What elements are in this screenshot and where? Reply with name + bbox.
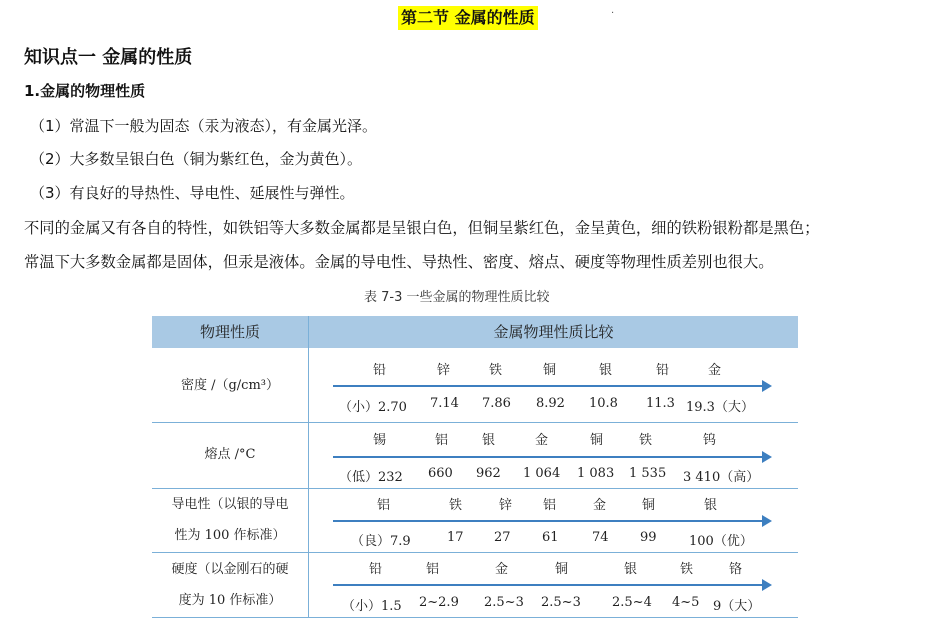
metal-label: 铅 <box>369 562 383 577</box>
metal-label: 铬 <box>729 562 743 577</box>
value-label: 9（大） <box>713 599 761 614</box>
metal-label: 金 <box>535 433 549 448</box>
value-label: 7.14 <box>430 396 459 411</box>
properties-table <box>152 316 798 618</box>
value-label: （小）2.70 <box>339 400 407 415</box>
value-label: 1 535 <box>629 466 667 481</box>
increasing-arrow <box>333 520 763 522</box>
metal-label: 锡 <box>373 433 387 448</box>
metal-label: 锌 <box>437 363 451 378</box>
value-label: 61 <box>542 530 559 545</box>
value-label: 17 <box>447 530 464 545</box>
point-2: （2）大多数呈银白色（铜为紫红色，金为黄色）。 <box>30 150 363 168</box>
header-property: 物理性质 <box>199 323 260 341</box>
value-label: 3 410（高） <box>683 470 760 485</box>
metal-label: 铜 <box>642 498 656 513</box>
metal-label: 铜 <box>543 363 557 378</box>
value-label: 2.5~4 <box>612 595 652 610</box>
value-label: 8.92 <box>536 396 565 411</box>
metal-label: 铁 <box>449 498 463 513</box>
page-title: 第二节 金属的性质 <box>398 6 538 30</box>
value-label: 660 <box>428 466 453 481</box>
metal-label: 铜 <box>590 433 604 448</box>
value-label: 11.3 <box>646 396 675 411</box>
row-divider <box>152 617 798 618</box>
paragraph-line-2: 常温下大多数金属都是固体，但汞是液体。金属的导电性、导热性、密度、熔点、硬度等物理性质差别也很大。 <box>24 253 774 271</box>
row-divider <box>152 488 798 489</box>
increasing-arrow <box>333 584 763 586</box>
property-conductivity-line-1: 导电性（以银的导电 <box>171 497 289 512</box>
property-conductivity-line-2: 性为 100 作标准） <box>174 528 286 543</box>
point-3: （3）有良好的导热性、导电性、延展性与弹性。 <box>30 184 355 202</box>
row-divider <box>152 422 798 423</box>
value-label: 2.5~3 <box>541 595 581 610</box>
metal-label: 银 <box>624 562 638 577</box>
metal-label: 锌 <box>499 498 513 513</box>
column-divider <box>308 316 309 618</box>
metal-label: 铁 <box>680 562 694 577</box>
subheading: 1.金属的物理性质 <box>24 82 146 100</box>
metal-label: 铝 <box>435 433 449 448</box>
table-header <box>152 316 798 348</box>
property-hardness-line-1: 硬度（以金刚石的硬 <box>171 562 289 577</box>
value-label: （小）1.5 <box>342 599 402 614</box>
value-label: 1 064 <box>523 466 561 481</box>
value-label: 1 083 <box>577 466 615 481</box>
value-label: 10.8 <box>589 396 618 411</box>
property-density: 密度 /（g/cm³） <box>180 378 280 393</box>
metal-label: 钨 <box>703 433 717 448</box>
metal-label: 铜 <box>555 562 569 577</box>
table-caption: 表 7-3 一些金属的物理性质比较 <box>364 290 550 305</box>
metal-label: 铁 <box>489 363 503 378</box>
metal-label: 金 <box>593 498 607 513</box>
metal-label: 金 <box>495 562 509 577</box>
header-comparison: 金属物理性质比较 <box>493 323 614 341</box>
value-label: 7.86 <box>482 396 511 411</box>
value-label: （低）232 <box>339 470 403 485</box>
value-label: 74 <box>592 530 609 545</box>
value-label: 2.5~3 <box>484 595 524 610</box>
increasing-arrow <box>333 385 763 387</box>
row-divider <box>152 552 798 553</box>
paragraph-line-1: 不同的金属又有各自的特性，如铁铝等大多数金属都是呈银白色，但铜呈紫红色，金呈黄色，细的铁粉银粉都是黑色； <box>24 219 820 237</box>
value-label: 4~5 <box>672 595 700 610</box>
metal-label: 银 <box>704 498 718 513</box>
value-label: （良）7.9 <box>351 534 411 549</box>
value-label: 27 <box>494 530 511 545</box>
metal-label: 铁 <box>639 433 653 448</box>
metal-label: 铅 <box>373 363 387 378</box>
point-1: （1）常温下一般为固态（汞为液态），有金属光泽。 <box>30 117 378 135</box>
property-hardness-line-2: 度为 10 作标准） <box>178 593 282 608</box>
value-label: 2~2.9 <box>419 595 459 610</box>
value-label: 962 <box>476 466 501 481</box>
metal-label: 铝 <box>377 498 391 513</box>
metal-label: 铝 <box>543 498 557 513</box>
section-heading: 知识点一 金属的性质 <box>24 47 193 68</box>
metal-label: 金 <box>708 363 722 378</box>
property-melting-point: 熔点 /°C <box>204 447 256 462</box>
value-label: 19.3（大） <box>686 400 754 415</box>
metal-label: 铝 <box>426 562 440 577</box>
value-label: 100（优） <box>689 534 753 549</box>
increasing-arrow <box>333 456 763 458</box>
metal-label: 银 <box>599 363 613 378</box>
metal-label: 铅 <box>656 363 670 378</box>
value-label: 99 <box>640 530 657 545</box>
metal-label: 银 <box>482 433 496 448</box>
stray-mark: · <box>611 8 615 19</box>
